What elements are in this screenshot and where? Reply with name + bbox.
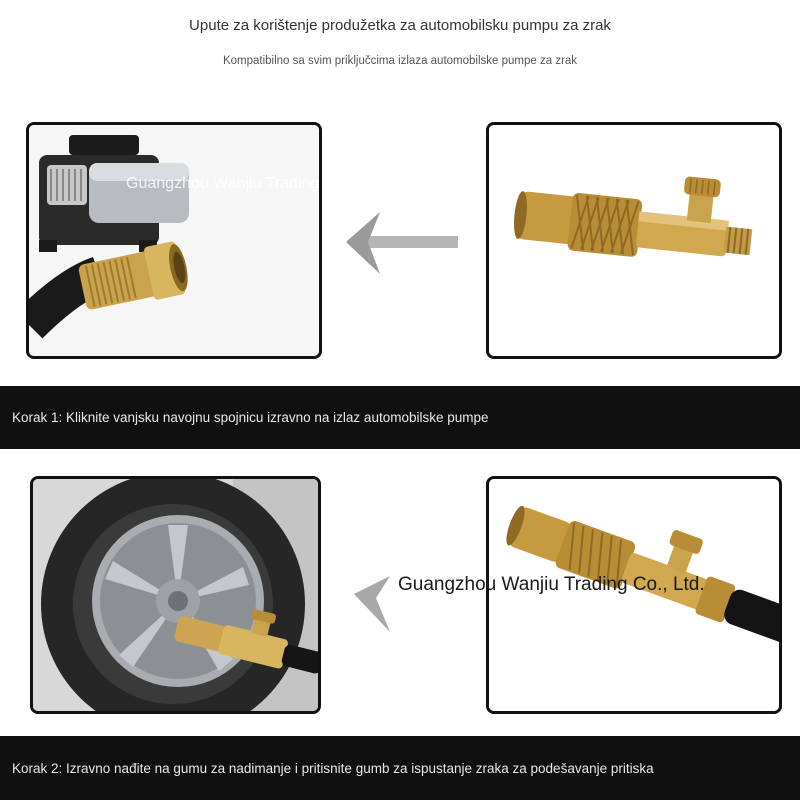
step-2-banner (0, 736, 800, 800)
page-title: Upute za korištenje produžetka za automobilsku pumpu za zrak (189, 17, 611, 34)
tire-inflation-image (30, 476, 321, 714)
arrow-left-icon (346, 212, 460, 276)
watermark-text: Guangzhou Wanjiu Trading Co., Ltd. (398, 574, 705, 595)
step-1-text: Korak 1: Kliknite vanjsku navojnu spojnicu izravno na izlaz automobilske pumpe (12, 410, 489, 425)
step-2-text: Korak 2: Izravno nađite na gumu za nadimanje i pritisnite gumb za ispustanje zraka za podešavanje pritiska (12, 760, 654, 776)
step-1-banner (0, 386, 800, 449)
page-subtitle: Kompatibilno sa svim priključcima izlaza automobilske pumpe za zrak (222, 55, 578, 67)
brass-extension-connector-image (486, 122, 782, 359)
pump-with-connector-image (26, 122, 322, 359)
arrow-left-icon (354, 576, 394, 632)
watermark-text: Guangzhou Wanjiu Trading Co., Ltd. (126, 175, 385, 192)
